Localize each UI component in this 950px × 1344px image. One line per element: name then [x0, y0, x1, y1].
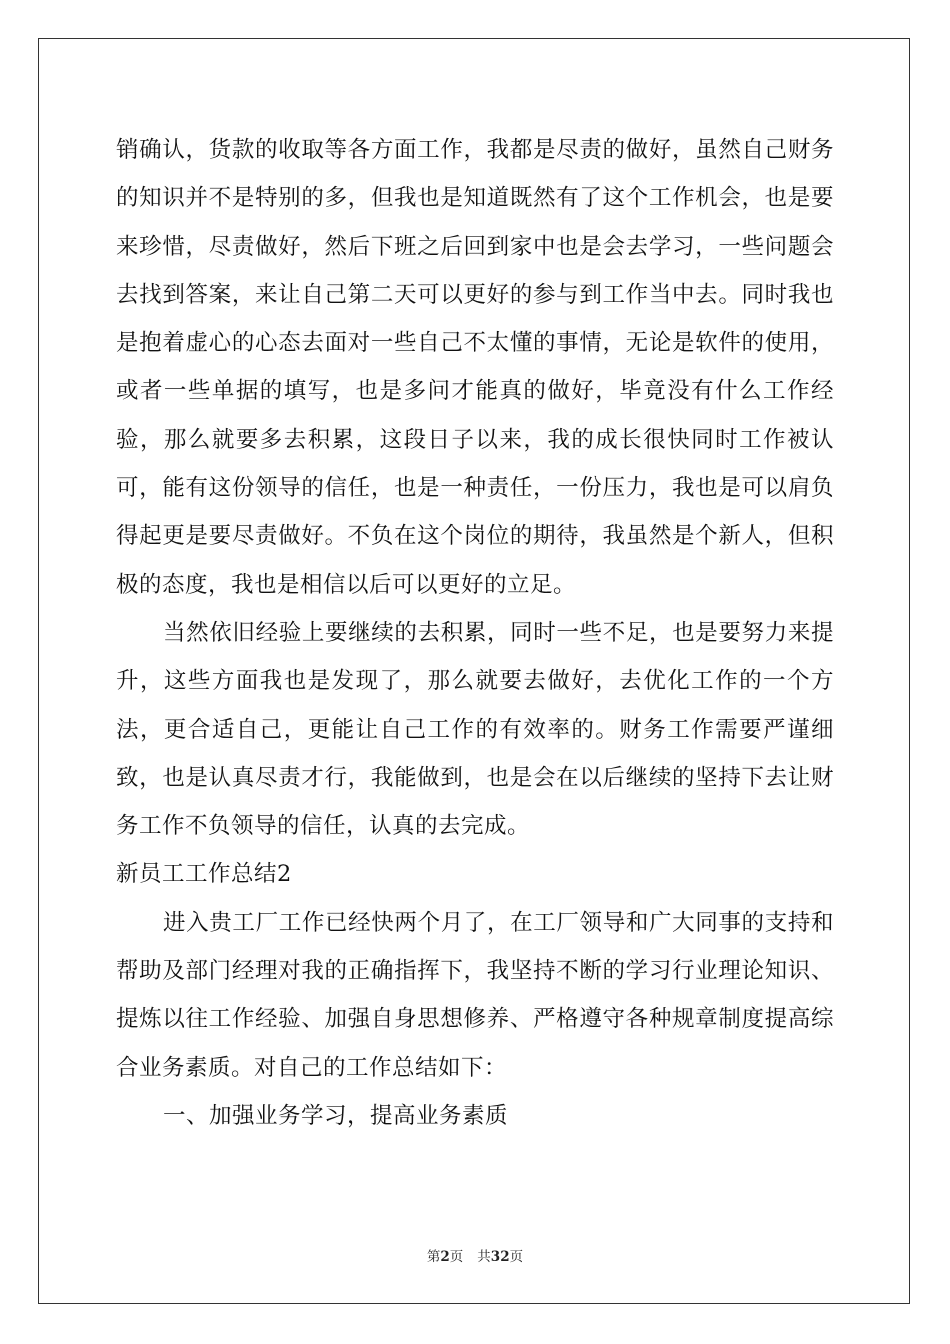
page-footer	[0, 1248, 950, 1266]
paragraph-2: 当然依旧经验上要继续的去积累，同时一些不足，也是要努力来提升，这些方面我也是发现了，那么就要去做好，去优化工作的一个方法，更合适自己，更能让自己工作的有效率的。财务工作需要严谨细致，也是认真尽责才行，我能做到，也是会在以后继续的坚持下去让财务工作不负领导的信任，认真的去完成。	[116, 619, 834, 840]
paragraph-3: 进入贵工厂工作已经快两个月了，在工厂领导和广大同事的支持和帮助及部门经理对我的正确指挥下，我坚持不断的学习行业理论知识、提炼以往工作经验、加强自身思想修养、严格遵守各种规章制度提高综合业务素质。对自己的工作总结如下：	[116, 909, 834, 1081]
footer-total-pages: 32	[490, 1249, 510, 1265]
footer-total-suffix: 页	[509, 1249, 524, 1265]
footer-page-number: 2	[440, 1249, 450, 1265]
document-body	[116, 126, 834, 1140]
section-title: 新员工工作总结2	[116, 861, 292, 888]
paragraph-4-subheading: 一、加强业务学习，提高业务素质	[163, 1102, 509, 1129]
paragraph-1: 销确认，货款的收取等各方面工作，我都是尽责的做好，虽然自己财务的知识并不是特别的多，但我也是知道既然有了这个工作机会，也是要来珍惜，尽责做好，然后下班之后回到家中也是会去学习，一些问题会去找到答案，来让自己第二天可以更好的参与到工作当中去。同时我也是抱着虚心的心态去面对一些自己不太懂的事情，无论是软件的使用，或者一些单据的填写，也是多问才能真的做好，毕竟没有什么工作经验，那么就要多去积累，这段日子以来，我的成长很快同时工作被认可，能有这份领导的信任，也是一种责任，一份压力，我也是可以肩负得起更是要尽责做好。不负在这个岗位的期待，我虽然是个新人，但积极的态度，我也是相信以后可以更好的立足。	[116, 137, 834, 598]
footer-total-prefix: 共	[477, 1249, 491, 1265]
footer-page-suffix: 页	[449, 1249, 464, 1265]
footer-page-prefix: 第	[426, 1249, 441, 1265]
